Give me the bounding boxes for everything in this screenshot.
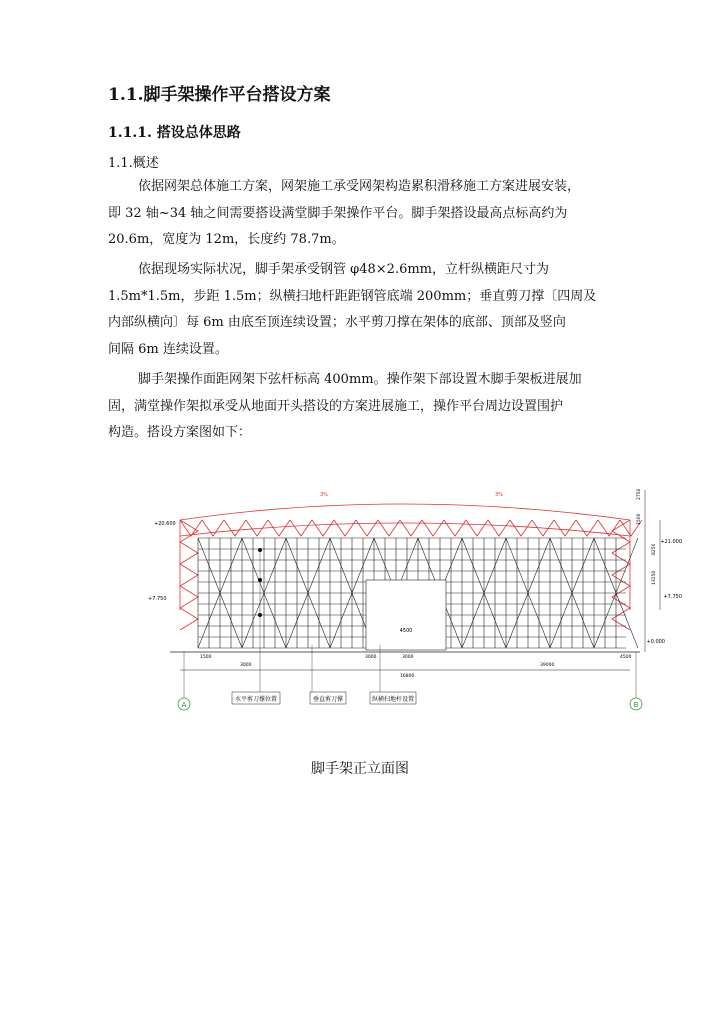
text-line: 脚手架操作面距网架下弦杆标高 400mm。操作架下部设置木脚手架板进展加 (138, 372, 582, 387)
figure-caption: 脚手架正立面图 (311, 761, 409, 777)
axis-label: B (633, 701, 639, 709)
leader-dot (258, 578, 262, 582)
dim-label: 3000 (365, 655, 377, 660)
door-dim-label: 4500 (399, 628, 413, 634)
text-line: 1.5m*1.5m，步距 1.5m；纵横扫地杆距距钢管底端 200mm；垂直剪刀撑〔四周及 (108, 288, 597, 304)
dim-label: 1500 (637, 513, 642, 525)
dim-label: 1500 (200, 655, 212, 660)
slope-label: 3% (495, 492, 503, 498)
legend-label: 水平剪刀撑位置 (234, 696, 278, 703)
elevation-label: +7.750 (148, 596, 167, 602)
text-line: 间隔 6m 连续设置。 (108, 341, 228, 357)
door-opening (366, 580, 446, 650)
leader-dot (258, 548, 262, 552)
text-line: 20.6m，宽度为 12m，长度约 78.7m。 (108, 232, 345, 247)
dim-label: 3000 (402, 655, 414, 660)
text-line: 依据网架总体施工方案，网架施工承受网架构造累积滑移施工方案进展安装， (138, 179, 581, 194)
slope-label: 3% (320, 492, 328, 498)
elevation-label: +21.000 (660, 539, 682, 545)
dim-label: 4500 (620, 655, 632, 660)
elevation-label: +7.750 (663, 594, 682, 600)
heading-1: 1.1.脚手架操作平台搭设方案 (108, 85, 331, 105)
legend-label: 纵横扫地杆设置 (371, 696, 415, 703)
leader-dot (258, 613, 262, 617)
text-line: 固，满堂操作架拟承受从地面开头搭设的方案进展施工，操作平台周边设置围护 (108, 398, 564, 414)
elevation-label: +0.000 (646, 639, 665, 645)
legend-label: 垂直剪刀撑 (312, 696, 344, 703)
dim-label: 16800 (400, 674, 415, 679)
elevation-label: +20.600 (154, 521, 176, 527)
dim-label: 13250 (652, 570, 657, 585)
paragraph-platform (108, 367, 616, 447)
heading-2: 1.1.1. 搭设总体思路 (108, 125, 241, 141)
text-line: 内部纵横向〕每 6m 由底至顶连续设置；水平剪刀撑在架体的底部、顶部及竖向 (108, 315, 566, 330)
text-line: 依据现场实际状况，脚手架承受钢管 φ48×2.6mm，立杆纵横距尺寸为 (138, 262, 549, 277)
dim-label: 3000 (240, 663, 252, 668)
dim-label: 39000 (540, 663, 555, 668)
text-line: 构造。搭设方案图如下： (108, 425, 252, 440)
paragraph-overview (108, 174, 616, 254)
dim-label: 2750 (637, 488, 642, 500)
text-line: 即 32 轴~34 轴之间需要搭设满堂脚手架操作平台。脚手架搭设最高点标高约为 (108, 205, 568, 221)
paragraph-conditions (108, 257, 616, 363)
scaffold-elevation-drawing (140, 480, 682, 720)
axis-label: A (181, 701, 187, 709)
heading-3: 1.1.概述 (108, 156, 159, 171)
dim-label: 8250 (652, 543, 657, 555)
